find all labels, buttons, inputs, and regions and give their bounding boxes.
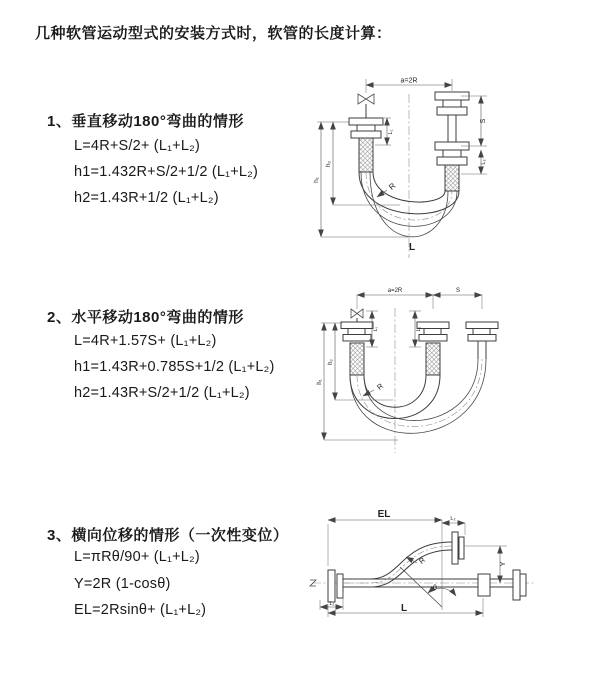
- braided-hose-section: [426, 343, 440, 375]
- dim-l2: [409, 311, 422, 347]
- section-2-formula-h2: h2=1.43R+S/2+1/2 (L₁+L₂): [74, 385, 250, 401]
- section-3-formula-EL: EL=2Rsinθ+ (L₁+L₂): [74, 602, 207, 618]
- dim-label-s: S: [480, 118, 487, 124]
- section-1-formula-h2: h2=1.43R+1/2 (L₁+L₂): [74, 190, 219, 206]
- left-flange-fitting: [328, 570, 343, 602]
- dim-label-h2: h₂: [328, 359, 334, 365]
- section-3-formula-L: L=πRθ/90+ (L₁+L₂): [74, 549, 200, 565]
- valve-icon: [358, 94, 374, 104]
- dim-a2r: [366, 78, 452, 94]
- valve-icon: [351, 309, 363, 318]
- dim-label-l: L: [400, 603, 408, 614]
- dim-el: [328, 509, 442, 610]
- braided-hose-section: [359, 138, 373, 172]
- diagram-lateral-displacement: [302, 500, 592, 630]
- dim-label-h1: h₁: [317, 379, 323, 385]
- angle-label: θ: [433, 585, 437, 592]
- dim-label-a2r: a=2R: [387, 288, 403, 294]
- dim-label-l1: L₁: [373, 326, 379, 332]
- radius-label: R: [387, 181, 398, 192]
- u-bend-hose-curves: [350, 359, 486, 433]
- dim-label-y: Y: [498, 561, 507, 567]
- dim-label-l2: L₂: [416, 326, 422, 332]
- length-label: L: [408, 242, 416, 253]
- radius-label: R: [417, 555, 428, 566]
- dim-label-l2: L₂: [481, 159, 487, 165]
- dim-label-h1: h₁: [313, 177, 320, 183]
- right-flange-fitting: [435, 92, 469, 191]
- dim-label-h2: h₂: [325, 160, 332, 168]
- diagram-vertical-move-180: [300, 66, 550, 261]
- section-3-formula-Y: Y=2R (1-cosθ): [74, 576, 171, 592]
- section-2-formula-L: L=4R+1.57S+ (L₁+L₂): [74, 333, 217, 349]
- section-3-heading: 3、横向位移的情形（一次性变位）: [47, 527, 289, 544]
- dim-label-l1: L₁: [329, 601, 335, 607]
- dim-label-l1: L₁: [388, 129, 394, 135]
- dim-label-a2r: a=2R: [400, 77, 418, 85]
- braided-hose-section: [445, 165, 459, 191]
- right-flange-fitting: [466, 322, 498, 359]
- page-title: 几种软管运动型式的安装方式时，软管的长度计算：: [35, 25, 392, 42]
- section-1-heading: 1、垂直移动180°弯曲的情形: [47, 113, 244, 130]
- dim-label-s: S: [455, 288, 461, 294]
- dim-l: [328, 598, 483, 617]
- left-flange-fitting: [341, 322, 373, 375]
- diagram-horizontal-move-180: [308, 283, 593, 468]
- section-2-heading: 2、水平移动180°弯曲的情形: [47, 309, 244, 326]
- dim-a2r: [357, 288, 482, 309]
- section-2-formula-h1: h1=1.43R+0.785S+1/2 (L₁+L₂): [74, 359, 275, 375]
- dim-label-el: EL: [377, 509, 391, 520]
- braided-hose-section: [350, 343, 364, 375]
- dim-label-l2: L₂: [450, 516, 456, 522]
- section-1-formula-L: L=4R+S/2+ (L₁+L₂): [74, 138, 200, 154]
- section-1-formula-h1: h1=1.432R+S/2+1/2 (L₁+L₂): [74, 164, 259, 180]
- dim-s: [461, 96, 487, 146]
- radius-label: R: [375, 381, 386, 392]
